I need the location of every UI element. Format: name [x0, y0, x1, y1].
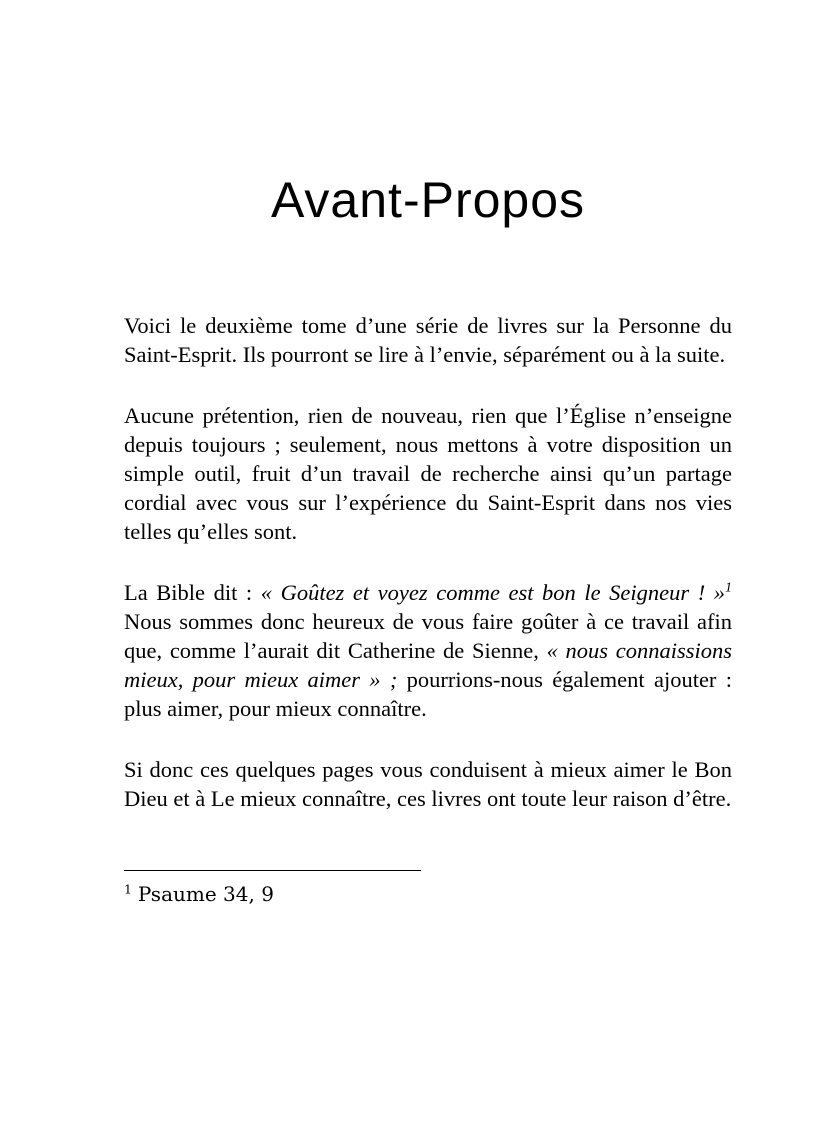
quote-segment: « Goûtez et voyez comme est bon le Seigneur ! » [260, 579, 726, 605]
paragraph-4 [124, 755, 732, 813]
text-segment: Voici le deuxième tome d’une série de livres sur la Personne du Saint-Esprit. Ils pourront se lire à l’envie, séparément ou à la suite. [124, 312, 732, 367]
text-segment: Nous sommes donc heureux de vous faire goûter à ce travail afin que, comme l’aurait dit Catherine de Sienne, [124, 608, 732, 663]
footnote-marker: 1 [124, 880, 132, 896]
paragraph-2 [124, 401, 732, 546]
footnote-separator [124, 870, 421, 871]
text-segment: La Bible dit : [124, 579, 261, 605]
footnote-reference: 1 [725, 580, 732, 595]
text-segment: Aucune prétention, rien de nouveau, rien que l’Église n’enseigne depuis toujours ; seulement, nous mettons à votre disposition un simple outil, fruit d’un travail de recherche ainsi qu’un partage cordial avec vous sur l’expérience du Saint-Esprit dans nos vies telles qu’elles sont. [124, 402, 732, 544]
paragraph-1 [124, 311, 732, 369]
paragraph-3 [124, 578, 732, 723]
text-segment: Si donc ces quelques pages vous conduisent à mieux aimer le Bon Dieu et à Le mieux connaître, ces livres ont toute leur raison d’être. [124, 756, 732, 811]
content-area [124, 0, 732, 907]
text-segment: pourrions-nous également ajouter : plus aimer, pour mieux connaître. [124, 666, 732, 721]
page-title: Avant-Propos [270, 172, 586, 228]
footnote [124, 881, 732, 907]
footnote-text: Psaume 34, 9 [137, 881, 274, 906]
quote-segment: « nous connaissions mieux, pour mieux aimer » ; [124, 637, 732, 692]
